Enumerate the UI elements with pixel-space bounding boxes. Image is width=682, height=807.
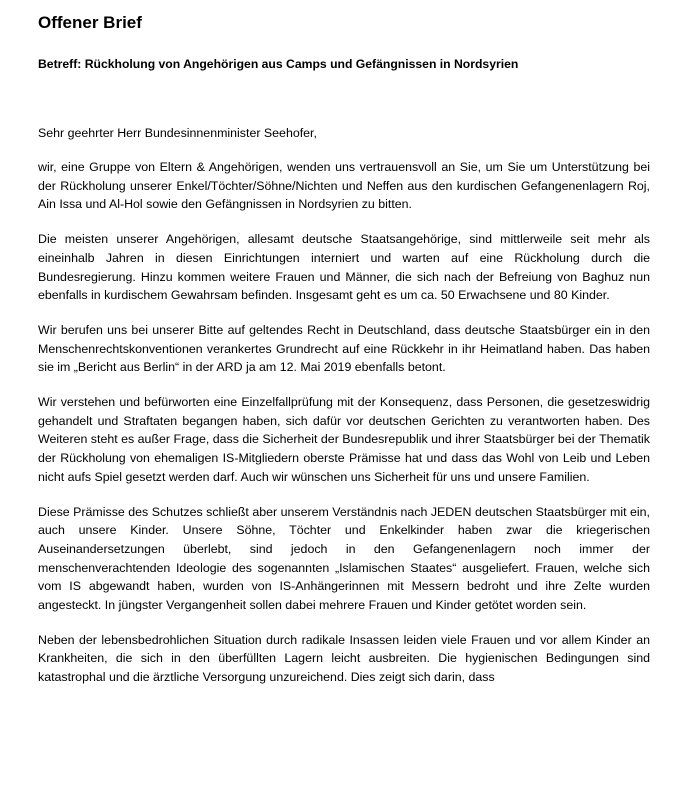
letter-page: [38, 12, 650, 687]
letter-title: Offener Brief: [38, 13, 142, 32]
paragraph-6: Neben der lebensbedrohlichen Situation durch radikale Insassen leiden viele Frauen und vor allem Kinder an Krankheiten, die sich in den überfüllten Lagern leicht ausbreiten. Die hygienischen Bedingungen sind katastrophal und die ärztliche Versorgung unzureichend. Dies zeigt sich darin, dass: [38, 632, 650, 685]
paragraph-4: Wir verstehen und befürworten eine Einzelfallprüfung mit der Konsequenz, dass Personen, die gesetzeswidrig gehandelt und Straftaten begangen haben, sich dafür vor deutschen Gerichten zu verantworten haben. Des Weiteren steht es außer Frage, dass die Sicherheit der Bundesrepublik und ihrer Staatsbürger bei der Thematik der Rückholung von ehemaligen IS-Mitgliedern oberste Prämisse hat und dass das Wohl von Leib und Leben nicht aufs Spiel gesetzt werden darf. Auch wir wünschen uns Sicherheit für uns und unsere Familien.: [38, 395, 650, 484]
paragraph-1: wir, eine Gruppe von Eltern & Angehörigen, wenden uns vertrauensvoll an Sie, um Sie um Unterstützung bei der Rückholung unserer Enkel/Töchter/Söhne/Nichten und Neffen aus den kurdischen Gefangenenlagern Roj, Ain Issa und Al-Hol sowie den Gefängnissen in Nordsyrien zu bitten.: [38, 160, 650, 212]
paragraph-3: Wir berufen uns bei unserer Bitte auf geltendes Recht in Deutschland, dass deutsche Staatsbürger ein in den Menschenrechtskonventionen verankertes Grundrecht auf eine Rückkehr in ihr Heimatland haben. Das haben sie im „Bericht aus Berlin“ in der ARD ja am 12. Mai 2019 ebenfalls betont.: [38, 322, 650, 375]
letter-subject: Betreff: Rückholung von Angehörigen aus Camps und Gefängnissen in Nordsyrien: [38, 57, 519, 71]
paragraph-2: Die meisten unserer Angehörigen, allesamt deutsche Staatsangehörige, sind mittlerweile seit mehr als eineinhalb Jahren in diesen Einrichtungen interniert und warten auf eine Rückholung durch die Bundesregierung. Hinzu kommen weitere Frauen und Männer, die sich nach der Befreiung von Baghuz nun ebenfalls in kurdischem Gewahrsam befinden. Insgesamt geht es um ca. 50 Erwachsene und 80 Kinder.: [38, 232, 650, 303]
paragraph-5: Diese Prämisse des Schutzes schließt aber unserem Verständnis nach JEDEN deutschen Staatsbürger mit ein, auch unsere Kinder. Unsere Söhne, Töchter und Enkelkinder haben zwar die kriegerischen Auseinandersetzungen überlebt, sind jedoch in den Gefangenenlagern noch immer der menschenverachtenden Ideologie des sogenannten „Islamischen Staates“ ausgeliefert. Frauen, welche sich vom IS abgewandt haben, wurden von IS-Anhängerinnen mit Messern bedroht und ihre Zelte wurden angesteckt. In jüngster Vergangenheit sollen dabei mehrere Frauen und Kinder getötet worden sein.: [38, 504, 650, 613]
letter-salutation: Sehr geehrter Herr Bundesinnenminister Seehofer,: [38, 126, 317, 140]
